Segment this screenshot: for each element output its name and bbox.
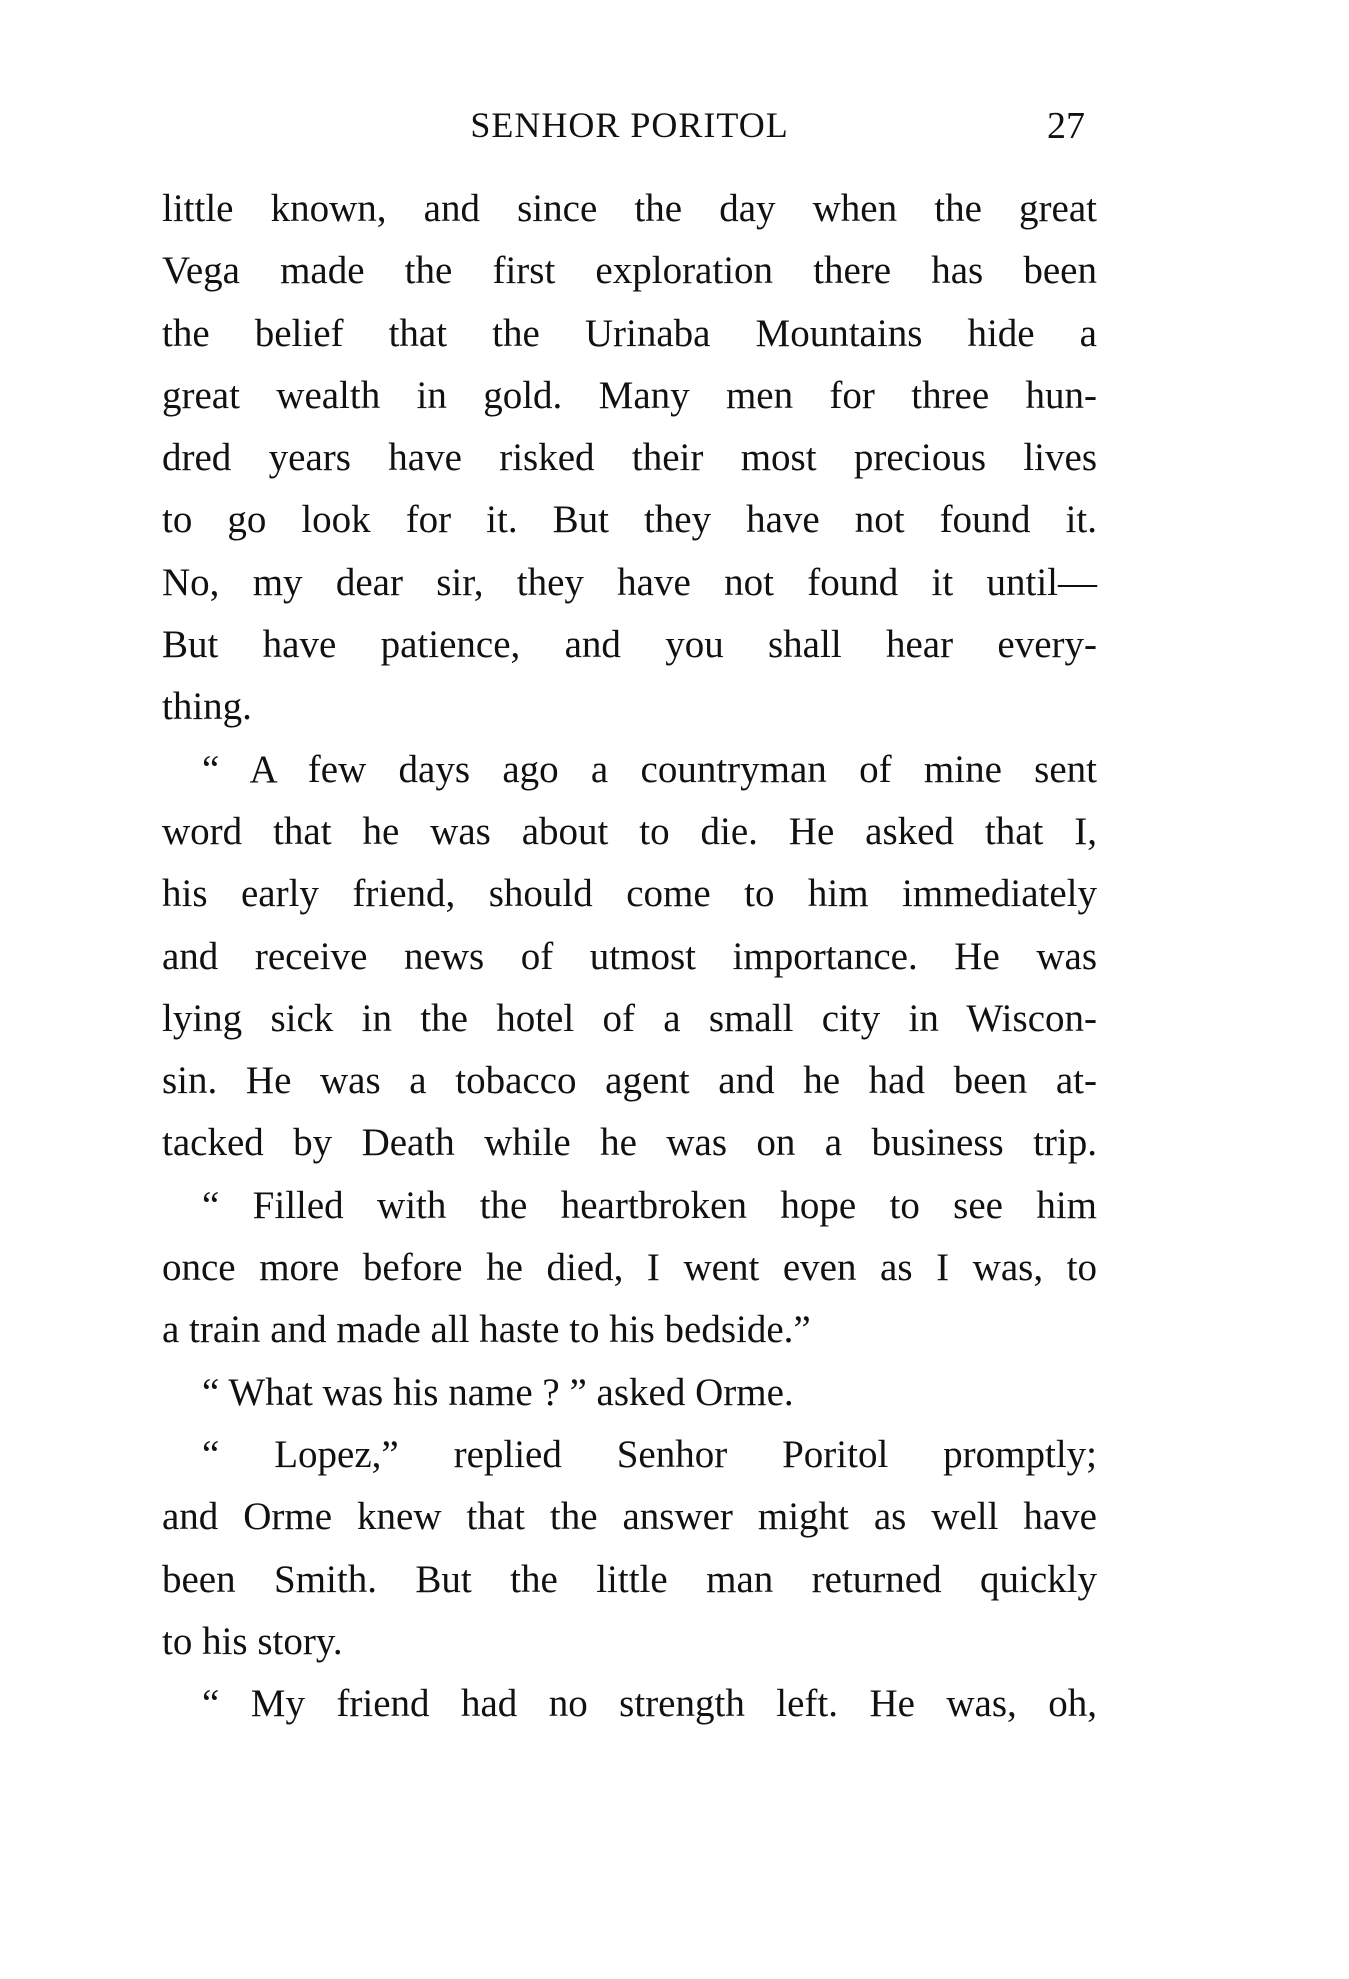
body-text xyxy=(162,178,1097,1735)
text-line: But have patience, and you shall hear every- xyxy=(162,623,1097,667)
text-line: and Orme knew that the answer might as well have xyxy=(162,1495,1097,1539)
text-line: No, my dear sir, they have not found it until— xyxy=(162,560,1097,604)
text-line: thing. xyxy=(162,685,252,729)
text-line: “ What was his name ? ” asked Orme. xyxy=(202,1370,794,1414)
text-line: great wealth in gold. Many men for three hun- xyxy=(162,373,1097,417)
text-line: a train and made all haste to his bedside.” xyxy=(162,1308,811,1352)
text-line: “ My friend had no strength left. He was, oh, xyxy=(202,1682,1097,1726)
page-number: 27 xyxy=(1047,105,1085,147)
text-line: been Smith. But the little man returned quickly xyxy=(162,1557,1097,1601)
text-line: dred years have risked their most precious lives xyxy=(162,436,1097,480)
text-line: sin. He was a tobacco agent and he had been at- xyxy=(162,1059,1097,1103)
text-line: to go look for it. But they have not found it. xyxy=(162,498,1097,542)
text-line: “ Lopez,” replied Senhor Poritol promptly; xyxy=(202,1432,1097,1476)
text-line: once more before he died, I went even as I was, to xyxy=(162,1246,1097,1290)
running-title: SENHOR PORITOL xyxy=(470,105,789,145)
text-line: to his story. xyxy=(162,1619,343,1663)
text-line: the belief that the Urinaba Mountains hide a xyxy=(162,311,1097,355)
text-line: his early friend, should come to him immediately xyxy=(162,872,1097,916)
text-line: tacked by Death while he was on a business trip. xyxy=(162,1121,1097,1165)
text-line: “ Filled with the heartbroken hope to see him xyxy=(202,1183,1097,1227)
text-line: Vega made the first exploration there has been xyxy=(162,249,1097,293)
text-line: and receive news of utmost importance. He was xyxy=(162,934,1097,978)
text-line: little known, and since the day when the great xyxy=(162,187,1097,230)
text-line: lying sick in the hotel of a small city in Wiscon- xyxy=(162,996,1097,1040)
text-line: “ A few days ago a countryman of mine sent xyxy=(202,747,1097,791)
page-header xyxy=(162,104,1097,154)
text-line: word that he was about to die. He asked that I, xyxy=(162,809,1097,853)
